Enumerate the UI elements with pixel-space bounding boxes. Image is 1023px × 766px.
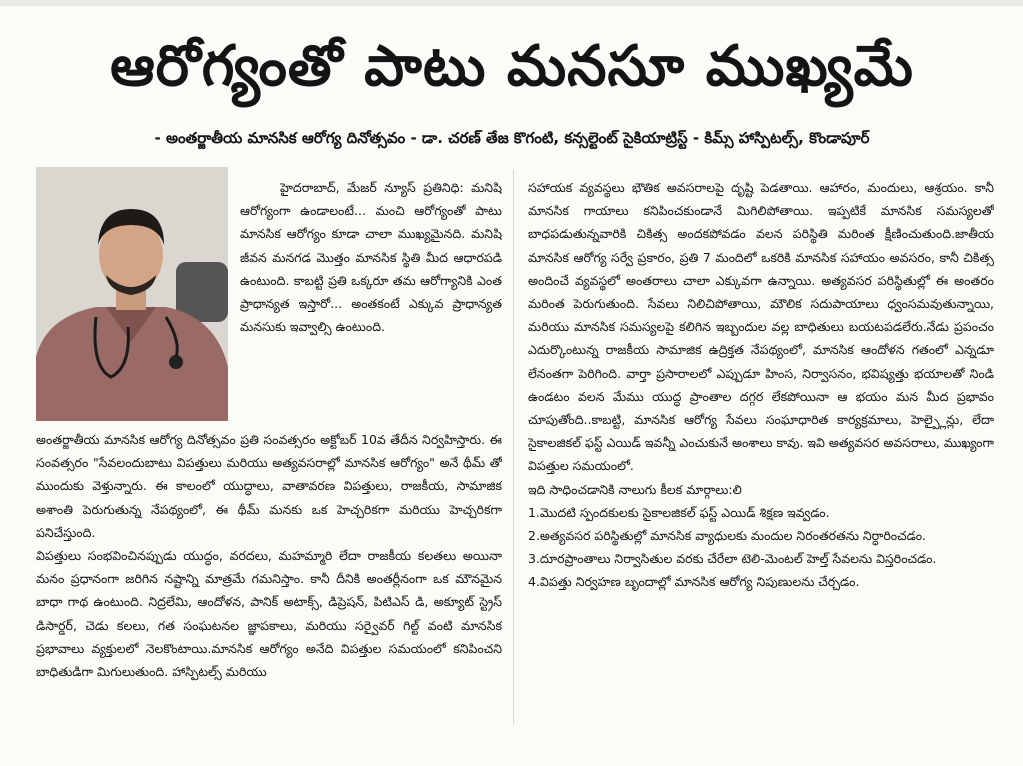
column-2-text — [528, 176, 994, 722]
intro-paragraph: హైదరాబాద్, మేజర్ న్యూస్ ప్రతినిధి: మనిషి ఆరోగ్యంగా ఉండాలంటే... మంచి ఆరోగ్యంతో పాటు మానసిక ఆరోగ్యం కూడా చాలా ముఖ్యమైనది. మనిషి జీవన మనగడ మొత్తం మానసిక స్థితి మీద ఆధారపడి ఉంటుంది. కాబట్టి ప్రతి ఒక్కరూ తమ ఆరోగ్యానికి ఎంత ప్రాధాన్యత ఇస్తారో... అంతకంటే ఎక్కువ ప్రాధాన్యత మనసుకు ఇవ్వాల్సి ఉంటుంది. — [240, 180, 502, 335]
byline: - అంతర్జాతీయ మానసిక ఆరోగ్య దినోత్సవం - డా. చరణ్ తేజ కొగంటి, కన్సల్టెంట్ సైకియాట్రిస్ట్ - కిమ్స్ హాస్పిటల్స్, కొండాపూర్ — [154, 129, 870, 147]
list-item: 4.విపత్తు నిర్వహణ బృందాల్లో మానసిక ఆరోగ్య నిపుణులను చేర్చడం. — [528, 574, 860, 590]
paragraph: అంతర్జాతీయ మానసిక ఆరోగ్య దినోత్సవం ప్రతి సంవత్సరం అక్టోబర్ 10వ తేదీన నిర్వహిస్తారు. ఈ సంవత్సరం "సేవలందుబాటు విపత్తులు మరియు అత్యవసరాల్లో మానసిక ఆరోగ్యం" అనే థీమ్ తో ముందుకు వెళ్తున్నారు. ఈ కాలంలో యుద్ధాలు, వాతావరణ విపత్తులు, రాజకీయ, సామాజిక అశాంతి పెరుగుతున్న నేపథ్యంలో, ఈ థీమ్ మనకు ఒక హెచ్చరికగా మరియు హెచ్చరికగా పనిచేస్తుంది. — [36, 432, 502, 540]
doctor-photo — [36, 167, 228, 421]
column-divider — [513, 170, 514, 725]
list-item: 3.దూరప్రాంతాలు నిర్వాసితుల వరకు చేరేలా టెలి-మెంటల్ హెల్త్ సేవలను విస్తరించడం. — [528, 551, 937, 567]
key-steps-list — [528, 501, 994, 594]
paragraph: విపత్తులు సంభవించినప్పుడు యుద్ధం, వరదలు, మహమ్మారి లేదా రాజకీయ కలతలు అయినా మనం ప్రధానంగా జరిగిన నష్టాన్ని మాత్రమే గమనిస్తాం. కానీ దీనికి అంతర్లీనంగా ఒక మౌనమైన బాధా గాథ ఉంటుంది. నిద్రలేమి, ఆందోళన, పానిక్ అటాక్స్, డిప్రెషన్, పిటిఎస్ డి, అక్యూట్ స్ట్రెస్ డిసార్డర్, చెడు కలలు, గత సంఘటనల జ్ఞాపకాలు, మరియు సర్వైవర్ గిల్ట్ వంటి మానసిక ప్రభావాలు వ్యక్తులలో నెలకొంటాయి.మానసిక ఆరోగ్యం అనేది విపత్తుల సమయంలో కనిపించని బాధితుడిగా మిగులుతుంది. హాస్పిటల్స్ మరియు — [36, 548, 502, 680]
list-item: 1.మొదటి స్పందకులకు సైకాలజికల్ ఫస్ట్ ఎయిడ్ శిక్షణ ఇవ్వడం. — [528, 504, 830, 520]
list-item: 2.అత్యవసర పరిస్థితుల్లో మానసిక వ్యాధులకు మందుల నిరంతరతను నిర్ధారించడం. — [528, 528, 927, 544]
column-1-bottom-text — [36, 428, 502, 722]
paragraph: సహాయక వ్యవస్థలు భౌతిక అవసరాలపై దృష్టి పెడతాయి. ఆహారం, మందులు, ఆశ్రయం. కానీ మానసిక గాయాలు కనిపించకుండానే మిగిలిపోతాయి. ఇప్పటికే మానసిక సమస్యలతో బాధపడుతున్నవారికి చికిత్స అందకపోవడం వలన పరిస్థితి మరింత క్షీణించుతుంది.జాతీయ మానసిక ఆరోగ్య సర్వే ప్రకారం, ప్రతి 7 మందిలో ఒకరికి మానసిక సహాయం అవసరం, కానీ చికిత్స అందించే వ్యవస్థలో అంతరాలు చాలా ఎక్కువగా ఉన్నాయి. అత్యవసర పరిస్థితుల్లో ఈ అంతరం మరింత పెరుగుతుంది. సేవలు నిలిచిపోతాయి, మౌలిక సదుపాయాలు ధ్వంసమవుతున్నాయి, మరియు మానసిక సమస్యలపై కలిగిన ఇబ్బందుల వల్ల బాధితులు బయటపడలేరు.నేడు ప్రపంచం ఎదుర్కొంటున్న రాజకీయ సామాజిక ఉద్రిక్తత నేపథ్యంలో, మానసిక ఆందోళన గతంలో ఎన్నడూ లేనంతగా పెరిగింది. వార్తా ప్రసారాలలో ఎప్పుడూ హింస, నిర్వాసనం, భవిష్యత్తు భయాలతో నిండి ఉండటం వలన మేము యుద్ధ ప్రాంతాల దగ్గర లేకపోయినా ఆ భయం మన మీద ప్రభావం చూపుతోంది..కాబట్టి, మానసిక ఆరోగ్య సేవలు సంఘాధారిత కార్యక్రమాలు, హెల్ప్లైన్లు, లేదా సైకాలజికల్ ఫస్ట్ ఎయిడ్ ఇవన్నీ ఎంచుకునే అంశాలు కావు. ఇవి అత్యవసర అవసరాలు, ముఖ్యంగా విపత్తుల సమయంలో. — [528, 180, 994, 474]
list-intro: ఇది సాధించడానికి నాలుగు కీలక మార్గాలు:లి — [528, 481, 742, 497]
column-1-top-text — [240, 176, 502, 428]
top-rule — [0, 0, 1023, 6]
headline: ఆరోగ్యంతో పాటు మనసూ ముఖ్యమే — [110, 34, 914, 99]
